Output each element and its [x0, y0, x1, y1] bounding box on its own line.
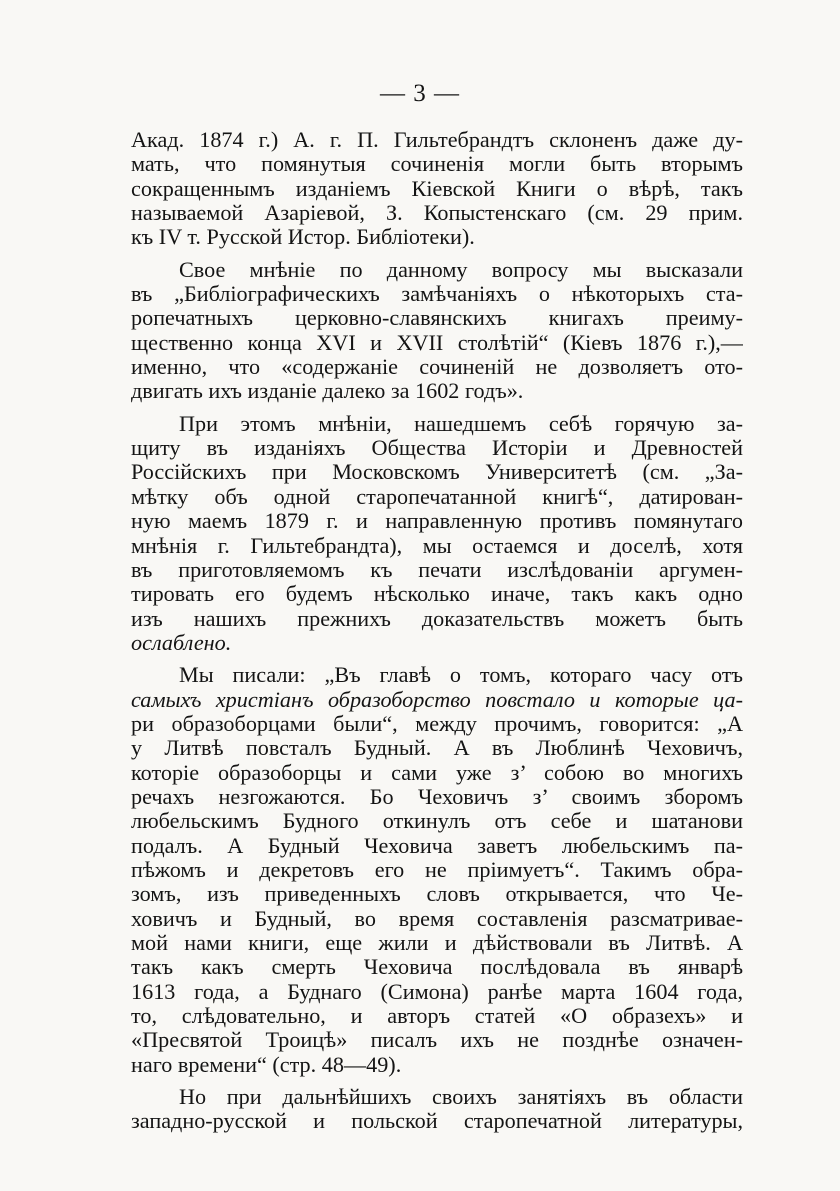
- text-line: двигать ихъ изданіе далеко за 1602 годъ».: [131, 379, 524, 404]
- text-line: речахъ незгожаются. Бо Чеховичъ з’ своимъ зборомъ: [131, 784, 743, 809]
- text-line: 1613 года, а Буднаго (Симона) ранѣе марта 1604 года,: [131, 979, 743, 1004]
- text-line: тировать его будемъ нѣсколько иначе, такъ какъ одно: [131, 582, 743, 607]
- text-line: ную маемъ 1879 г. и направленную противъ помянутаго: [131, 509, 743, 534]
- text-line: Мы писали: „Въ главѣ о томъ, котораго часу отъ: [179, 663, 743, 688]
- paragraph-gap: [131, 404, 743, 412]
- text-line: мать, что помянутыя сочиненія могли быть вторымъ: [131, 152, 743, 177]
- text-line: ри образоборцами были“, между прочимъ, говорится: „А: [131, 711, 743, 736]
- text-line: называемой Азаріевой, З. Копыстенскаго (см. 29 прим.: [131, 201, 743, 226]
- page-number: — 3 —: [380, 80, 460, 107]
- text-line: ховичъ и Будный, во время составленія разсматривае-: [131, 906, 743, 931]
- text-line: любельскимъ Будного откинулъ отъ себе и шатанови: [131, 809, 743, 834]
- text-line: то, слѣдовательно, и авторъ статей «О образехъ» и: [131, 1004, 743, 1029]
- text-line: самыхъ христіанъ образоборство повстало и которые ца-: [131, 687, 743, 712]
- text-line: такъ какъ смерть Чеховича послѣдовала въ январѣ: [131, 955, 743, 980]
- text-line: щественно конца XVI и XVII столѣтій“ (Кіевъ 1876 г.),—: [131, 330, 743, 355]
- text-line: Акад. 1874 г.) А. г. П. Гильтебрандтъ склоненъ даже ду-: [131, 128, 743, 152]
- text-line: которіе образоборцы и сами уже з’ собою во многихъ: [131, 760, 743, 785]
- text-line: ослаблено.: [131, 630, 232, 655]
- text-line: въ „Библіографическихъ замѣчаніяхъ о нѣкоторыхъ ста-: [131, 282, 743, 307]
- paragraph-gap: [131, 655, 743, 663]
- text-line: ропечатныхъ церковно-славянскихъ книгахъ преиму-: [131, 306, 743, 331]
- text-line: Россійскихъ при Московскомъ Университетѣ (см. „За-: [131, 460, 743, 485]
- text-line: мѣтку объ одной старопечатанной книгѣ“, датирован-: [131, 484, 743, 509]
- text-line: именно, что «содержаніе сочиненій не дозволяетъ ото-: [131, 355, 743, 380]
- text-line: къ IV т. Русской Истор. Библіотеки).: [131, 225, 475, 250]
- text-line: сокращеннымъ изданіемъ Кіевской Книги о вѣрѣ, такъ: [131, 176, 743, 201]
- text-line: наго времени“ (стр. 48—49).: [131, 1052, 402, 1077]
- text-line: изъ нашихъ прежнихъ доказательствъ можетъ быть: [131, 606, 743, 631]
- text-line: у Литвѣ повсталъ Будный. А въ Люблинѣ Чеховичъ,: [131, 736, 743, 761]
- text-line: щиту въ изданіяхъ Общества Исторіи и Древностей: [131, 436, 743, 461]
- paragraph-gap: [131, 1077, 743, 1085]
- text-line: Но при дальнѣйшихъ своихъ занятіяхъ въ области: [179, 1085, 743, 1110]
- text-line: пѣжомъ и декретовъ его не пріимуетъ“. Такимъ обра-: [131, 857, 743, 882]
- text-line: зомъ, изъ приведенныхъ словъ открывается, что Че-: [131, 882, 743, 907]
- text-line: мой нами книги, еще жили и дѣйствовали въ Литвѣ. А: [131, 931, 743, 955]
- text-line: въ приготовляемомъ къ печати изслѣдованіи аргумен-: [131, 557, 743, 582]
- body-text: [131, 128, 743, 1134]
- text-line: Свое мнѣніе по данному вопросу мы высказали: [179, 257, 743, 282]
- text-line: При этомъ мнѣніи, нашедшемъ себѣ горячую за-: [179, 411, 743, 436]
- text-line: «Пресвятой Троицѣ» писалъ ихъ не позднѣе означен-: [131, 1028, 743, 1053]
- text-line: подалъ. А Будный Чеховича заветъ любельскимъ па-: [131, 833, 743, 858]
- paragraph-gap: [131, 250, 743, 258]
- text-line: западно-русской и польской старопечатной литературы,: [131, 1109, 743, 1134]
- text-line: мнѣнія г. Гильтебрандта), мы остаемся и доселѣ, хотя: [131, 533, 743, 558]
